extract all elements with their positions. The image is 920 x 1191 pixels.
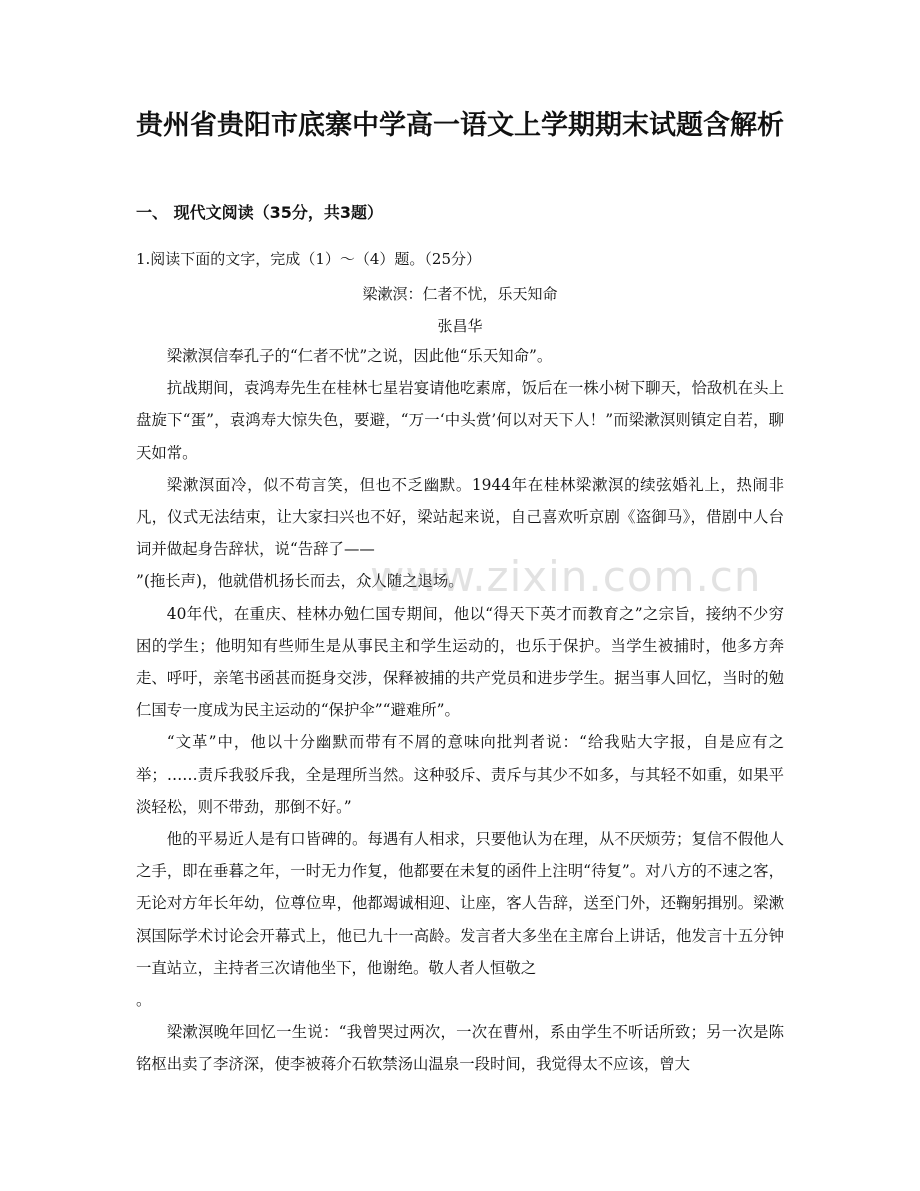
- section-heading: 一、 现代文阅读（35分，共3题）: [136, 203, 383, 222]
- paragraph: ”(拖长声)，他就借机扬长而去，众人随之退场。: [136, 572, 464, 591]
- paragraph: 他的平易近人是有口皆碑的。每遇有人相求，只要他认为在理，从不厌烦劳；复信不假他人之手，即在垂暮之年，一时无力作复，他都要在未复的函件上注明“待复”。对八方的不速之客，无论对方年长年幼，位尊位卑，他都竭诚相迎、让座，客人告辞，送至门外，还鞠躬揖别。梁漱溟国际学术讨论会开幕式上，他已九十一高龄。发言者大多坐在主席台上讲话，他发言十五分钟一直站立，主持者三次请他坐下，他谢绝。敬人者人恒敬之: [136, 830, 784, 977]
- paragraph: 梁漱溟信奉孔子的“仁者不忧”之说，因此他“乐天知命”。: [166, 347, 553, 365]
- paragraph: “文革”中，他以十分幽默而带有不屑的意味向批判者说：“给我贴大字报，自是应有之举；……责斥我驳斥我，全是理所当然。这种驳斥、责斥与其少不如多，与其轻不如重，如果平淡轻松，则不带劲，那倒不好。”: [136, 733, 784, 816]
- paragraph: 。: [136, 991, 152, 1010]
- document-title: 贵州省贵阳市底寨中学高一语文上学期期末试题含解析: [136, 110, 784, 141]
- article-body: [136, 340, 784, 1081]
- paragraph: 40年代，在重庆、桂林办勉仁国专期间，他以“得天下英才而教育之”之宗旨，接纳不少穷困的学生；他明知有些师生是从事民主和学生运动的，也乐于保护。当学生被捕时，他多方奔走、呼吁，亲笔书函甚而挺身交涉，保释被捕的共产党员和进步学生。据当事人回忆，当时的勉仁国专一度成为民主运动的“保护伞”“避难所”。: [136, 604, 784, 720]
- article-title: 梁漱溟：仁者不忧，乐天知命: [362, 285, 558, 303]
- question-intro: 1.阅读下面的文字，完成（1）～（4）题。（25分）: [136, 250, 481, 268]
- watermark-text: www.zixin.com.cn: [370, 552, 762, 601]
- paragraph: 抗战期间，袁鸿寿先生在桂林七星岩宴请他吃素席，饭后在一株小树下聊天，恰敌机在头上盘旋下“蛋”，袁鸿寿大惊失色，要避，“万一‘中头赏’何以对天下人！”而梁漱溟则镇定自若，聊天如常。: [136, 379, 784, 462]
- paragraph: 梁漱溟面冷，似不苟言笑，但也不乏幽默。1944年在桂林梁漱溟的续弦婚礼上，热闹非凡，仪式无法结束，让大家扫兴也不好，梁站起来说，自己喜欢听京剧《盗御马》，借剧中人台词并做起身告辞状，说“告辞了——: [136, 475, 784, 559]
- paragraph: 梁漱溟晚年回忆一生说：“我曾哭过两次，一次在曹州，系由学生不听话所致；另一次是陈铭枢出卖了李济深，使李被蒋介石软禁汤山温泉一段时间，我觉得太不应该，曾大: [136, 1023, 784, 1074]
- article-author: 张昌华: [437, 317, 483, 335]
